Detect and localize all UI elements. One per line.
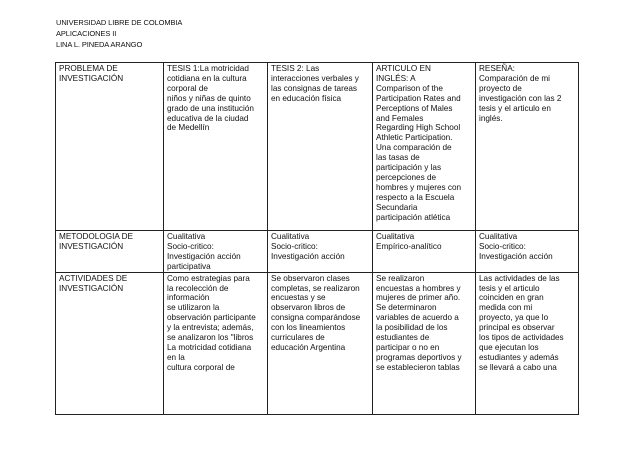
row-label-cell [56,63,164,231]
cell-actividades-articulo: Se realizaron encuestas a hombres y mujeres de primer año. Se determinaron variables de acuerdo a la posibilidad de los estudiantes de participar o no en programas deportivos y se establecieron tablas [376,273,462,372]
row-label-problema: PROBLEMA DE INVESTIGACIÓN [59,64,124,83]
cell-tesis-2: TESIS 2: Las interacciones verbales y las consignas de tareas en educación física [271,64,359,103]
cell-articulo-ingles: ARTICULO EN INGLÉS: A Comparison of the Participation Rates and Perceptions of Males and Females Regarding High School Athletic Participation. Una comparación de las tasas de participación y las percepciones de hombres y mujeres con respecto a la Escuela Secundaria participación atlética [376,64,462,222]
table-row [56,272,579,414]
table-cell [268,231,373,273]
author-name: LINA L. PINEDA ARANGO [56,40,143,49]
table-cell [476,63,579,231]
cell-tesis-1: TESIS 1:La motricidad cotidiana en la cultura corporal de niños y niñas de quinto grado de una institución educativa de la ciudad de Medellín [167,64,254,133]
table-cell [373,272,476,414]
cell-actividades-resena: Las actividades de las tesis y el articulo coinciden en gran medida con mi proyecto, ya que lo principal es observar los tipos de actividades que ejecutan los estudiantes y además se llevará a cabo una [479,273,564,372]
cell-metodologia-articulo: Cualitativa Empírico-analítico [376,232,442,251]
cell-actividades-tesis-1: Como estrategias para la recolección de información se utilizaron la observación participante y la entrevista; además, se analizaron los "libros La motricidad cotidiana en la cultura corporal de [167,273,256,372]
table-cell [164,63,268,231]
cell-resena: RESEÑA: Comparación de mi proyecto de investigación con las 2 tesis y el articulo en inglés. [479,64,562,123]
table-cell [476,272,579,414]
table-cell [164,272,268,414]
cell-metodologia-tesis-2: Cualitativa Socio-critico: Investigación acción [271,232,345,261]
university-name: UNIVERSIDAD LIBRE DE COLOMBIA [56,18,183,27]
table-row [56,231,579,273]
cell-metodologia-tesis-1: Cualitativa Socio-critico: Investigación acción participativa [167,232,241,271]
document-header [56,17,182,50]
cell-metodologia-resena: Cualitativa Socio-critico: Investigación acción [479,232,553,261]
comparison-table [55,62,579,415]
table-cell [268,272,373,414]
row-label-cell [56,272,164,414]
row-label-metodologia: METODOLOGIA DE INVESTIGACIÓN [59,232,134,251]
table-row [56,63,579,231]
table-cell [373,231,476,273]
table-cell [373,63,476,231]
table-cell [268,63,373,231]
row-label-cell [56,231,164,273]
course-name: APLICACIONES II [56,29,117,38]
table-cell [164,231,268,273]
table-cell [476,231,579,273]
cell-actividades-tesis-2: Se observaron clases completas, se realizaron encuestas y se observaron libros de consigna comparándose con los lineamientos curriculares de educación Argentina [271,273,361,352]
row-label-actividades: ACTIVIDADES DE INVESTIGACIÓN [59,273,128,293]
